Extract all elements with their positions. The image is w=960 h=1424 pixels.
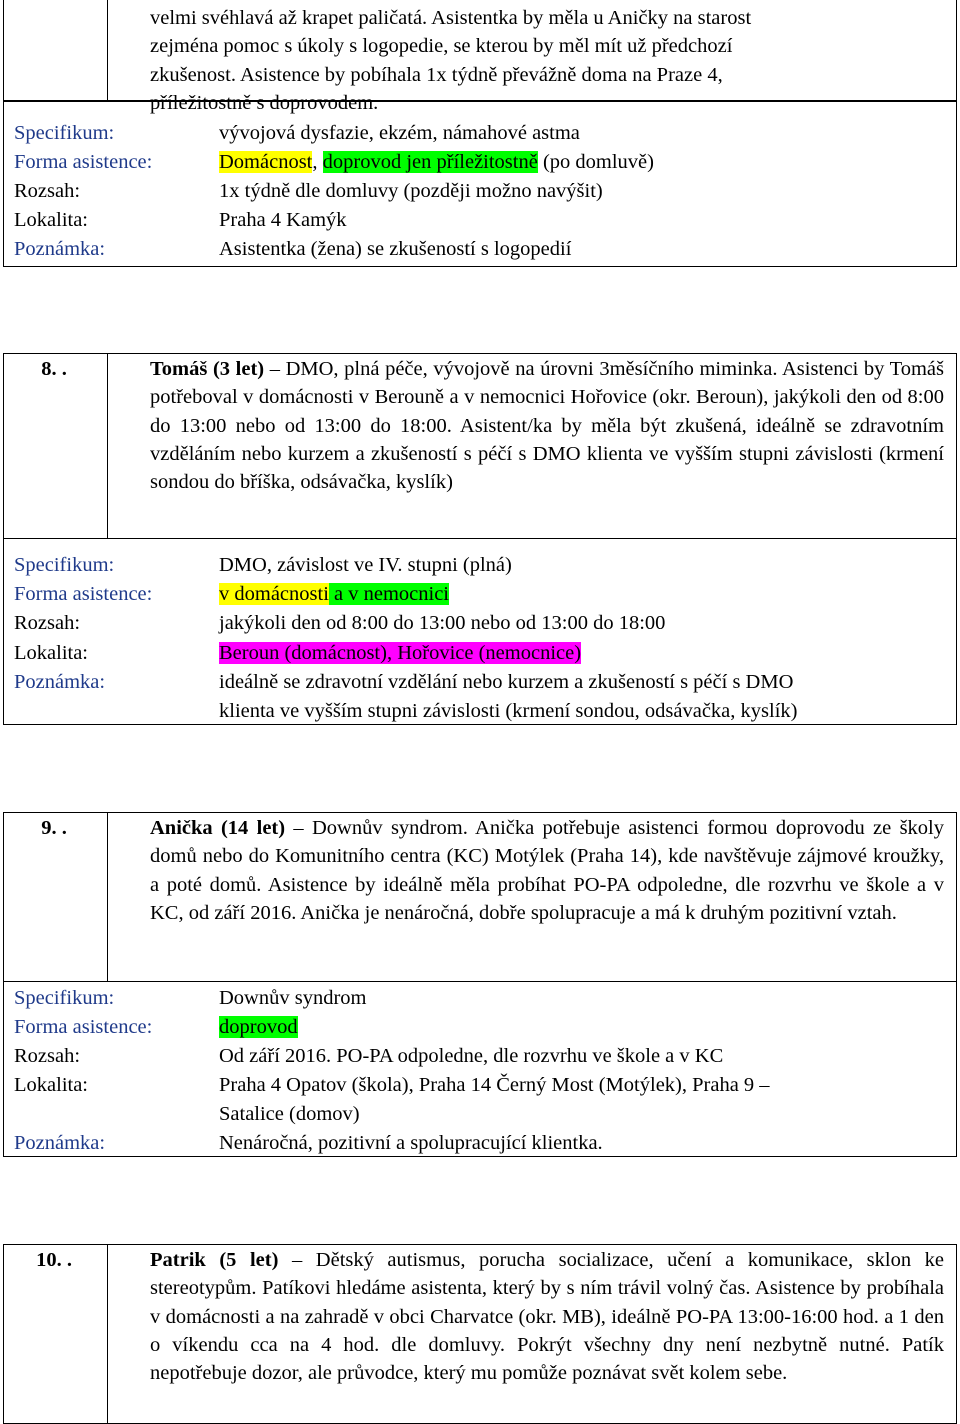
entry8-description: Tomáš (3 let) – DMO, plná péče, vývojově na úrovni 3měsíčního miminka. Asistenci by Tomáš potřeboval v domácnosti v Berouně a v nemocnici Hořovice (okr. Beroun), jakýkoli den od 8:00 do 13:00 nebo od 13:00 do 18:00. Asistent/ka by měla být zkušená, ideálně se zdravotním vzděláním nebo kurzem a zkušeností s péčí s DMO klienta ve vyšším stupni závislosti (krmení sondou do bříška, odsávačka, kyslík) [150, 358, 944, 494]
field-label: Lokalita: [14, 209, 89, 231]
entry8-fields [3, 538, 957, 725]
entry10-description-box [3, 1244, 957, 1424]
field-value [219, 1013, 298, 1042]
field-value: DMO, závislost ve IV. stupni (plná) [219, 554, 512, 576]
number-column-divider [107, 813, 108, 981]
field-label: Lokalita: [14, 1074, 89, 1096]
entry9-fields [3, 981, 957, 1157]
entry7-line: zkušenost. Asistence by pobíhala 1x týdně převážně doma na Praze 4, [150, 63, 723, 86]
field-forma [14, 1013, 946, 1042]
client-name: Patrik (5 let) [150, 1249, 279, 1271]
highlight-home: v domácnosti [219, 583, 329, 605]
field-specifikum [14, 119, 946, 148]
field-lokalita [14, 639, 946, 668]
entry7-description-box [3, 0, 957, 114]
highlight-escort: doprovod jen příležitostně [322, 151, 538, 173]
field-label: Specifikum: [14, 554, 115, 576]
field-rozsah [14, 177, 946, 206]
field-forma [14, 580, 946, 609]
field-value: Praha 4 Opatov (škola), Praha 14 Černý Most (Motýlek), Praha 9 – Satalice (domov) [219, 1074, 770, 1125]
field-label: Poznámka: [14, 671, 106, 693]
entry7-line: zejména pomoc s úkoly s logopedie, se kterou by měl mít už předchozí [150, 35, 733, 58]
highlight-location: Beroun (domácnost), Hořovice (nemocnice) [219, 642, 582, 664]
field-specifikum [14, 984, 946, 1013]
field-label: Rozsah: [14, 612, 81, 634]
client-name: Tomáš (3 let) [150, 358, 265, 380]
number-column-divider [107, 354, 108, 538]
field-value: Praha 4 Kamýk [219, 209, 347, 231]
entry10-description: Patrik (5 let) – Dětský autismus, porucha socializace, učení a komunikace, sklon ke stereotypům. Patíkovi hledáme asistenta, který by s ním trávil volný čas. Asistence by probíhala v domácnosti a na zahradě v obci Charvatce (okr. MB), ideálně PO-PA 13:00-16:00 hod. a 1 den o víkendu cca na 4 hod. dle domluvy. Pokrýt všechny dny není nezbytně nutné. Patík nepotřebuje dozor, ale průvodce, který mu pomůže poznávat svět kolem sebe. [150, 1249, 944, 1385]
field-value [219, 580, 449, 609]
field-value: 1x týdně dle domluvy (později možno navýšit) [219, 180, 603, 202]
field-value: Od září 2016. PO-PA odpoledne, dle rozvrhu ve škole a v KC [219, 1045, 724, 1067]
field-rozsah [14, 1042, 946, 1071]
entry-number: 8. . [41, 358, 67, 380]
highlight-home: Domácnost [219, 151, 313, 173]
field-label: Rozsah: [14, 180, 81, 202]
field-value: Nenáročná, pozitivní a spolupracující klientka. [219, 1132, 603, 1154]
field-label: Forma asistence: [14, 151, 153, 173]
field-value: ideálně se zdravotní vzdělání nebo kurzem a zkušeností s péčí s DMO klienta ve vyšším stupni závislosti (krmení sondou, odsávačka, kyslík) [219, 671, 798, 722]
field-label: Lokalita: [14, 642, 89, 664]
field-value [219, 639, 581, 668]
entry-number: 10. . [36, 1249, 72, 1271]
field-lokalita [14, 206, 946, 235]
entry9-description: Anička (14 let) – Downův syndrom. Anička potřebuje asistenci formou doprovodu ze školy domů nebo do Komunitního centra (KC) Motýlek (Praha 14), kde navštěvuje zájmové kroužky, a poté domů. Asistence by ideálně měla probíhat PO-PA odpoledne, dle rozvrhu ve škole a v KC, od září 2016. Anička je nenáročná, dobře spolupracuje a má k druhým pozitivní vztah. [150, 817, 944, 924]
field-label: Forma asistence: [14, 583, 153, 605]
field-value: Domácnost, doprovod jen příležitostně (po domluvě) [219, 151, 654, 173]
number-column-divider [107, 0, 108, 100]
field-label: Specifikum: [14, 122, 115, 144]
field-forma [14, 148, 946, 177]
field-label: Specifikum: [14, 987, 115, 1009]
field-label: Poznámka: [14, 1132, 106, 1154]
number-column-divider [107, 1245, 108, 1423]
entry-number: 9. . [41, 817, 67, 839]
field-value: jakýkoli den od 8:00 do 13:00 nebo od 13:00 do 18:00 [219, 612, 666, 634]
entry9-description-box [3, 812, 957, 982]
highlight-escort: doprovod [219, 1016, 298, 1038]
entry8-description-box [3, 353, 957, 539]
field-rozsah [14, 609, 946, 638]
field-value: Downův syndrom [219, 987, 367, 1009]
field-label: Rozsah: [14, 1045, 81, 1067]
field-poznamka [14, 1129, 946, 1158]
field-poznamka [14, 235, 946, 264]
field-value: vývojová dysfazie, ekzém, námahové astma [219, 122, 580, 144]
field-specifikum [14, 551, 946, 580]
highlight-hospital: a v nemocnici [328, 583, 449, 605]
client-name: Anička (14 let) [150, 817, 286, 839]
entry7-line: příležitostně s doprovodem. [150, 91, 379, 114]
field-label: Forma asistence: [14, 1016, 153, 1038]
field-value: Asistentka (žena) se zkušeností s logopedií [219, 238, 572, 260]
entry7-line: velmi svéhlavá až krapet paličatá. Asistentka by měla u Aničky na starost [150, 7, 752, 29]
entry7-fields [3, 101, 957, 267]
field-label: Poznámka: [14, 238, 106, 260]
